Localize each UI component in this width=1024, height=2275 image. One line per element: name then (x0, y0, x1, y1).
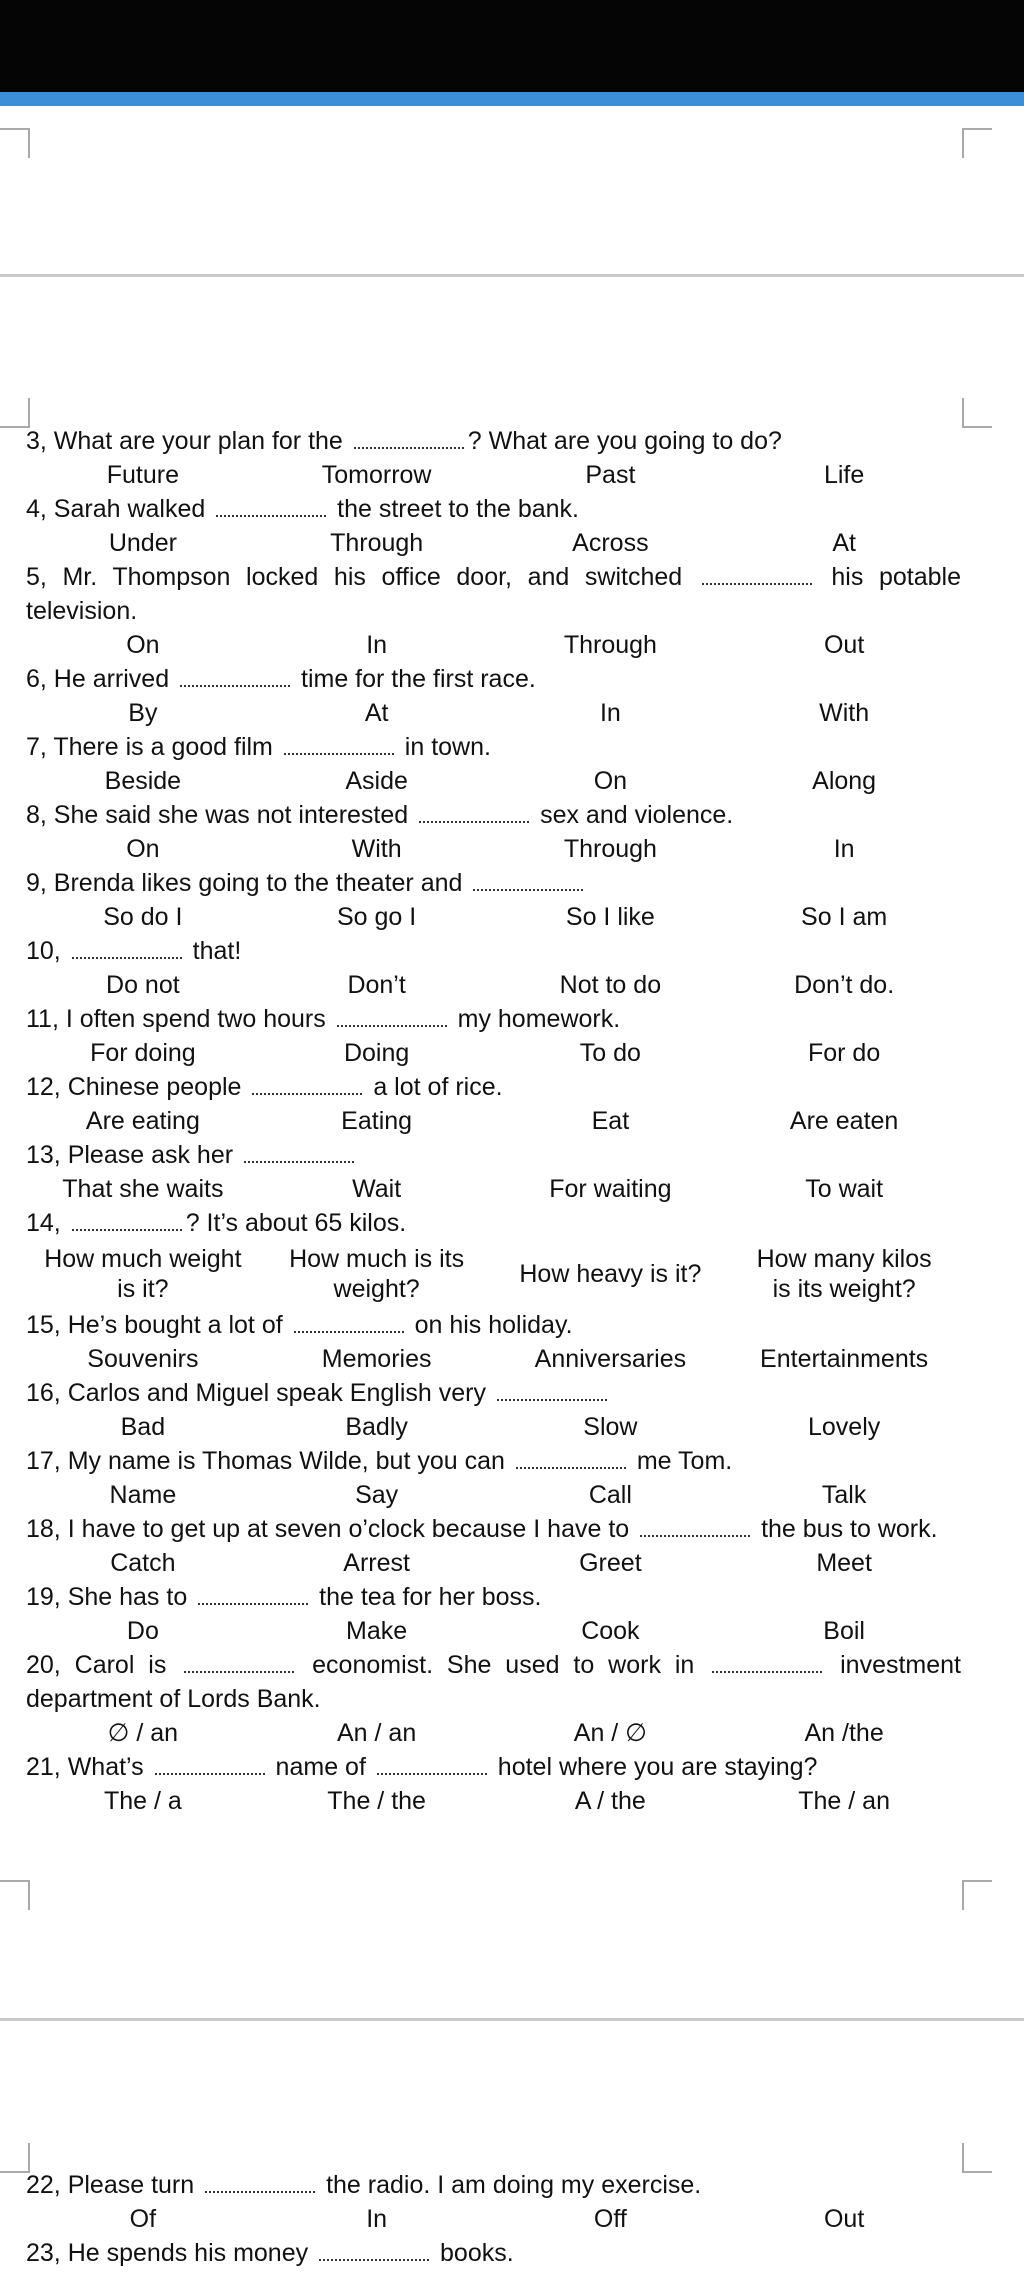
answer-blank[interactable] (319, 2239, 429, 2261)
options-row (26, 1410, 961, 1444)
answer-option-label: Call (588, 1481, 632, 1509)
answer-blank[interactable] (640, 1515, 750, 1537)
answer-option-label: In (599, 699, 621, 727)
answer-option-label: At (364, 699, 389, 727)
question-text (26, 1070, 961, 1104)
answer-option[interactable] (727, 764, 961, 798)
answer-option-label: How much weight is it? (44, 1245, 242, 1303)
answer-blank[interactable] (497, 1379, 607, 1401)
answer-option-label: Don’t do. (794, 971, 895, 999)
question-text-part: 14, (26, 1209, 68, 1237)
answer-option-label: On (126, 631, 160, 659)
answer-option[interactable] (494, 1614, 728, 1648)
question-text-part: 16, Carlos and Miguel speak English very (26, 1379, 493, 1407)
answer-option-label: The / an (798, 1787, 890, 1815)
question-text-part: 6, He arrived (26, 665, 177, 693)
answer-option[interactable] (26, 1716, 260, 1750)
answer-option[interactable] (494, 900, 728, 934)
answer-option[interactable] (494, 1104, 728, 1138)
answer-option[interactable] (260, 900, 494, 934)
answer-option-label: So go I (337, 903, 417, 931)
question-text-part: the bus to work. (754, 1515, 938, 1543)
question-text (26, 1206, 961, 1240)
answer-option-label: How many kilos is its weight? (756, 1245, 932, 1303)
answer-option[interactable] (494, 2202, 728, 2236)
page-corner-mark (962, 128, 992, 158)
question-text (26, 798, 961, 832)
answer-option-label: Past (585, 461, 636, 489)
answer-option[interactable] (26, 696, 260, 730)
answer-option-label: Entertainments (760, 1345, 929, 1373)
answer-option[interactable] (494, 968, 728, 1002)
answer-option-label: Through (330, 529, 424, 557)
question-text-part: 11, I often spend two hours (26, 1005, 333, 1033)
question-text-part: 15, He’s bought a lot of (26, 1311, 290, 1339)
question-text (26, 1580, 961, 1614)
answer-option[interactable] (494, 526, 728, 560)
question-text-part: 17, My name is Thomas Wilde, but you can (26, 1447, 512, 1475)
question-text-part: 7, There is a good film (26, 733, 280, 761)
answer-option[interactable] (26, 1104, 260, 1138)
answer-option[interactable] (494, 1036, 728, 1070)
answer-option[interactable] (494, 1342, 728, 1376)
answer-option[interactable] (727, 900, 961, 934)
answer-option-label: Memories (321, 1345, 432, 1373)
answer-option[interactable] (727, 1104, 961, 1138)
worksheet-page-2 (26, 2168, 961, 2270)
answer-option-label: Out (823, 2205, 865, 2233)
answer-option-label: The / the (327, 1787, 426, 1815)
answer-option[interactable] (494, 696, 728, 730)
answer-option[interactable] (260, 1784, 494, 1818)
answer-option[interactable] (260, 2202, 494, 2236)
options-row (26, 764, 961, 798)
answer-option[interactable] (260, 458, 494, 492)
answer-blank[interactable] (377, 1753, 487, 1775)
answer-option[interactable] (26, 1478, 260, 1512)
answer-option[interactable] (260, 1410, 494, 1444)
question-text-part: 3, What are your plan for the (26, 427, 350, 455)
question-text-part: hotel where you are staying? (490, 1753, 818, 1781)
answer-blank[interactable] (473, 869, 583, 891)
answer-option[interactable] (260, 1614, 494, 1648)
question-text (26, 1308, 961, 1342)
answer-option[interactable] (260, 1478, 494, 1512)
question-text-part: ? It’s about 65 kilos. (185, 1209, 407, 1237)
answer-option-label: By (128, 699, 158, 727)
question-text-part: 5, Mr. Thompson locked his office door, and switched (26, 563, 698, 591)
answer-option-label: Slow (583, 1413, 638, 1441)
question-text-part: 18, I have to get up at seven o’clock because I have to (26, 1515, 637, 1543)
options-row (26, 1036, 961, 1070)
options-row (26, 968, 961, 1002)
answer-option-label: An / an (337, 1719, 417, 1747)
answer-option-label: Bad (120, 1413, 166, 1441)
answer-option[interactable] (494, 1546, 728, 1580)
answer-option[interactable] (727, 1716, 961, 1750)
answer-option[interactable] (727, 1546, 961, 1580)
question-text-part: in town. (397, 733, 491, 761)
page-corner-mark (962, 398, 992, 428)
answer-option[interactable] (26, 968, 260, 1002)
answer-option[interactable] (727, 1172, 961, 1206)
answer-option-label: Doing (343, 1039, 410, 1067)
answer-option-label: So I am (801, 903, 888, 931)
question-text (26, 560, 961, 628)
options-row (26, 526, 961, 560)
page-corner-mark (0, 128, 30, 158)
page-separator (0, 274, 1024, 277)
answer-option[interactable] (727, 696, 961, 730)
answer-option[interactable] (494, 1716, 728, 1750)
answer-option[interactable] (260, 1342, 494, 1376)
answer-option[interactable] (494, 832, 728, 866)
answer-option-label: Do (126, 1617, 159, 1645)
options-row (26, 1240, 961, 1308)
answer-option[interactable] (727, 1410, 961, 1444)
answer-option[interactable] (26, 900, 260, 934)
answer-option-label: How heavy is it? (519, 1260, 702, 1288)
answer-blank[interactable] (72, 1209, 182, 1231)
answer-blank[interactable] (180, 665, 290, 687)
answer-blank[interactable] (184, 1651, 294, 1673)
question-text (26, 1138, 961, 1172)
answer-option-label: Don’t (347, 971, 406, 999)
answer-option-label: To wait (805, 1175, 884, 1203)
answer-option-label: Out (823, 631, 865, 659)
page-separator (0, 2018, 1024, 2021)
answer-option-label: Arrest (343, 1549, 410, 1577)
question-text-part: 20, Carol is (26, 1651, 181, 1679)
answer-option-label: Talk (821, 1481, 867, 1509)
answer-option-label: Eating (341, 1107, 413, 1135)
question-text-part: time for the first race. (294, 665, 536, 693)
answer-option[interactable] (26, 458, 260, 492)
answer-option-label: Name (109, 1481, 177, 1509)
options-row (26, 832, 961, 866)
answer-option-label: For waiting (549, 1175, 672, 1203)
question-text-part: the radio. I am doing my exercise. (319, 2171, 702, 2199)
answer-blank[interactable] (337, 1005, 447, 1027)
answer-blank[interactable] (216, 495, 326, 517)
options-row (26, 696, 961, 730)
answer-blank[interactable] (72, 937, 182, 959)
answer-option-label: An /the (804, 1719, 884, 1747)
answer-option-label: For doing (90, 1039, 196, 1067)
answer-option[interactable] (26, 1240, 260, 1308)
answer-option-label: Greet (579, 1549, 642, 1577)
question-text-part: 10, (26, 937, 68, 965)
answer-option-label: Not to do (559, 971, 662, 999)
answer-option[interactable] (260, 526, 494, 560)
question-text (26, 2168, 961, 2202)
answer-blank[interactable] (294, 1311, 404, 1333)
answer-blank[interactable] (354, 427, 464, 449)
question-text (26, 2236, 961, 2270)
options-row (26, 2202, 961, 2236)
question-text-part: 23, He spends his money (26, 2239, 316, 2267)
top-black-bar (0, 0, 1024, 92)
question-text-part: the tea for her boss. (312, 1583, 542, 1611)
answer-option-label: To do (579, 1039, 641, 1067)
answer-option-label: Under (108, 529, 177, 557)
options-row (26, 1716, 961, 1750)
question-text-part: a lot of rice. (366, 1073, 503, 1101)
answer-option[interactable] (494, 1410, 728, 1444)
answer-option-label: Through (563, 835, 657, 863)
question-text (26, 1750, 961, 1784)
answer-option-label: Across (572, 529, 649, 557)
question-text (26, 1376, 961, 1410)
question-text-part: 19, She has to (26, 1583, 195, 1611)
answer-option-label: Off (593, 2205, 627, 2233)
question-text-part: investment department of Lords Bank. (26, 1651, 962, 1713)
answer-option[interactable] (727, 1478, 961, 1512)
question-text (26, 1648, 961, 1716)
answer-option[interactable] (26, 628, 260, 662)
top-accent-line (0, 92, 1024, 106)
options-row (26, 1784, 961, 1818)
answer-option-label: With (819, 699, 870, 727)
answer-option[interactable] (727, 968, 961, 1002)
answer-blank[interactable] (712, 1651, 822, 1673)
question-text-part: his potable television. (26, 563, 961, 625)
answer-option[interactable] (260, 1104, 494, 1138)
question-text-part: economist. She used to work in (298, 1651, 709, 1679)
question-text (26, 424, 961, 458)
question-text-part: ? What are you going to do? (467, 427, 782, 455)
answer-option-label: With (351, 835, 402, 863)
answer-option[interactable] (494, 764, 728, 798)
options-row (26, 628, 961, 662)
answer-option-label: In (833, 835, 855, 863)
options-row (26, 1614, 961, 1648)
answer-option-label: How much is its weight? (289, 1245, 465, 1303)
answer-blank[interactable] (516, 1447, 626, 1469)
options-row (26, 1478, 961, 1512)
options-row (26, 1342, 961, 1376)
answer-option-label: In (366, 2205, 388, 2233)
answer-option-label: Say (355, 1481, 399, 1509)
answer-option[interactable] (727, 1240, 961, 1308)
answer-option-label: ∅ / an (107, 1719, 179, 1747)
question-text (26, 730, 961, 764)
question-text-part: sex and violence. (533, 801, 734, 829)
question-text (26, 1444, 961, 1478)
answer-option[interactable] (727, 832, 961, 866)
question-text-part: 21, What’s (26, 1753, 151, 1781)
options-row (26, 1104, 961, 1138)
answer-option[interactable] (26, 1410, 260, 1444)
answer-option[interactable] (494, 1240, 728, 1308)
answer-option[interactable] (26, 1172, 260, 1206)
answer-option-label: At (832, 529, 856, 557)
answer-option[interactable] (260, 1172, 494, 1206)
answer-blank[interactable] (198, 1583, 308, 1605)
question-text-part: that! (185, 937, 242, 965)
question-text-part: me Tom. (629, 1447, 733, 1475)
answer-option-label: Do not (106, 971, 180, 999)
answer-option-label: Boil (823, 1617, 865, 1645)
answer-option[interactable] (260, 832, 494, 866)
answer-option-label: The / a (103, 1787, 182, 1815)
answer-option-label: On (593, 767, 628, 795)
question-text-part: 9, Brenda likes going to the theater and (26, 869, 470, 897)
answer-option[interactable] (260, 1036, 494, 1070)
answer-option-label: Of (129, 2205, 157, 2233)
answer-blank[interactable] (419, 801, 529, 823)
question-text-part: 8, She said she was not interested (26, 801, 416, 829)
answer-option-label: Tomorrow (321, 461, 432, 489)
question-text-part: on his holiday. (407, 1311, 573, 1339)
answer-option[interactable] (26, 1784, 260, 1818)
answer-option[interactable] (26, 1342, 260, 1376)
answer-option-label: Souvenirs (87, 1345, 199, 1373)
answer-option[interactable] (727, 526, 961, 560)
question-text-part: the street to the bank. (330, 495, 579, 523)
answer-blank[interactable] (702, 563, 812, 585)
answer-option[interactable] (494, 1784, 728, 1818)
answer-option-label: Aside (345, 767, 408, 795)
answer-option-label: Anniversaries (534, 1345, 687, 1373)
answer-blank[interactable] (244, 1141, 354, 1163)
answer-option[interactable] (494, 1478, 728, 1512)
answer-option-label: Wait (352, 1175, 402, 1203)
question-text-part: my homework. (450, 1005, 621, 1033)
answer-blank[interactable] (205, 2171, 315, 2193)
answer-option[interactable] (260, 628, 494, 662)
answer-option[interactable] (727, 1342, 961, 1376)
answer-option-label: Catch (110, 1549, 176, 1577)
answer-option-label: Meet (816, 1549, 872, 1577)
page-corner-mark (962, 1880, 992, 1910)
question-text-part: books. (433, 2239, 514, 2267)
answer-option-label: Are eaten (789, 1107, 899, 1135)
answer-option[interactable] (727, 628, 961, 662)
answer-option-label: Are eating (85, 1107, 200, 1135)
answer-option[interactable] (727, 1784, 961, 1818)
answer-option[interactable] (26, 764, 260, 798)
answer-option-label: That she waits (62, 1175, 224, 1203)
answer-blank[interactable] (284, 733, 394, 755)
answer-option-label: Along (812, 767, 877, 795)
answer-option[interactable] (260, 696, 494, 730)
page-corner-mark (0, 1880, 30, 1910)
answer-option-label: For do (807, 1039, 881, 1067)
answer-option[interactable] (494, 628, 728, 662)
answer-option-label: Lovely (807, 1413, 881, 1441)
question-text (26, 934, 961, 968)
question-text (26, 1002, 961, 1036)
question-text-part: 13, Please ask her (26, 1141, 241, 1169)
answer-option[interactable] (727, 1036, 961, 1070)
answer-blank[interactable] (155, 1753, 265, 1775)
options-row (26, 900, 961, 934)
answer-option-label: On (126, 835, 160, 863)
answer-option[interactable] (494, 1172, 728, 1206)
question-text-part: 4, Sarah walked (26, 495, 213, 523)
answer-option[interactable] (26, 2202, 260, 2236)
options-row (26, 1546, 961, 1580)
answer-blank[interactable] (252, 1073, 362, 1095)
answer-option-label: So I like (565, 903, 655, 931)
worksheet-page-1 (26, 424, 961, 1818)
answer-option-label: Cook (581, 1617, 640, 1645)
question-text (26, 1512, 961, 1546)
question-text-part: 12, Chinese people (26, 1073, 249, 1101)
answer-option-label: In (366, 631, 388, 659)
answer-option-label: Beside (104, 767, 182, 795)
answer-option[interactable] (727, 458, 961, 492)
answer-option[interactable] (260, 1240, 494, 1308)
question-text-part: name of (268, 1753, 373, 1781)
answer-option-label: Make (346, 1617, 408, 1645)
question-text (26, 492, 961, 526)
answer-option[interactable] (727, 1614, 961, 1648)
answer-option[interactable] (260, 1546, 494, 1580)
answer-option-label: Eat (591, 1107, 630, 1135)
answer-option[interactable] (727, 2202, 961, 2236)
answer-option[interactable] (26, 1036, 260, 1070)
options-row (26, 1172, 961, 1206)
answer-option-label: An / ∅ (573, 1719, 647, 1747)
answer-option[interactable] (260, 1716, 494, 1750)
answer-option-label: Future (106, 461, 179, 489)
answer-option-label: Through (563, 631, 657, 659)
answer-option-label: Life (823, 461, 865, 489)
page-corner-mark (962, 2143, 992, 2173)
question-text (26, 866, 961, 900)
answer-option[interactable] (26, 1546, 260, 1580)
answer-option-label: Badly (345, 1413, 408, 1441)
answer-option[interactable] (26, 832, 260, 866)
answer-option[interactable] (260, 764, 494, 798)
answer-option-label: A / the (574, 1787, 646, 1815)
answer-option[interactable] (26, 1614, 260, 1648)
options-row (26, 458, 961, 492)
question-text (26, 662, 961, 696)
question-text-part: 22, Please turn (26, 2171, 202, 2199)
answer-option[interactable] (26, 526, 260, 560)
answer-option[interactable] (494, 458, 728, 492)
answer-option-label: So do I (103, 903, 183, 931)
answer-option[interactable] (260, 968, 494, 1002)
